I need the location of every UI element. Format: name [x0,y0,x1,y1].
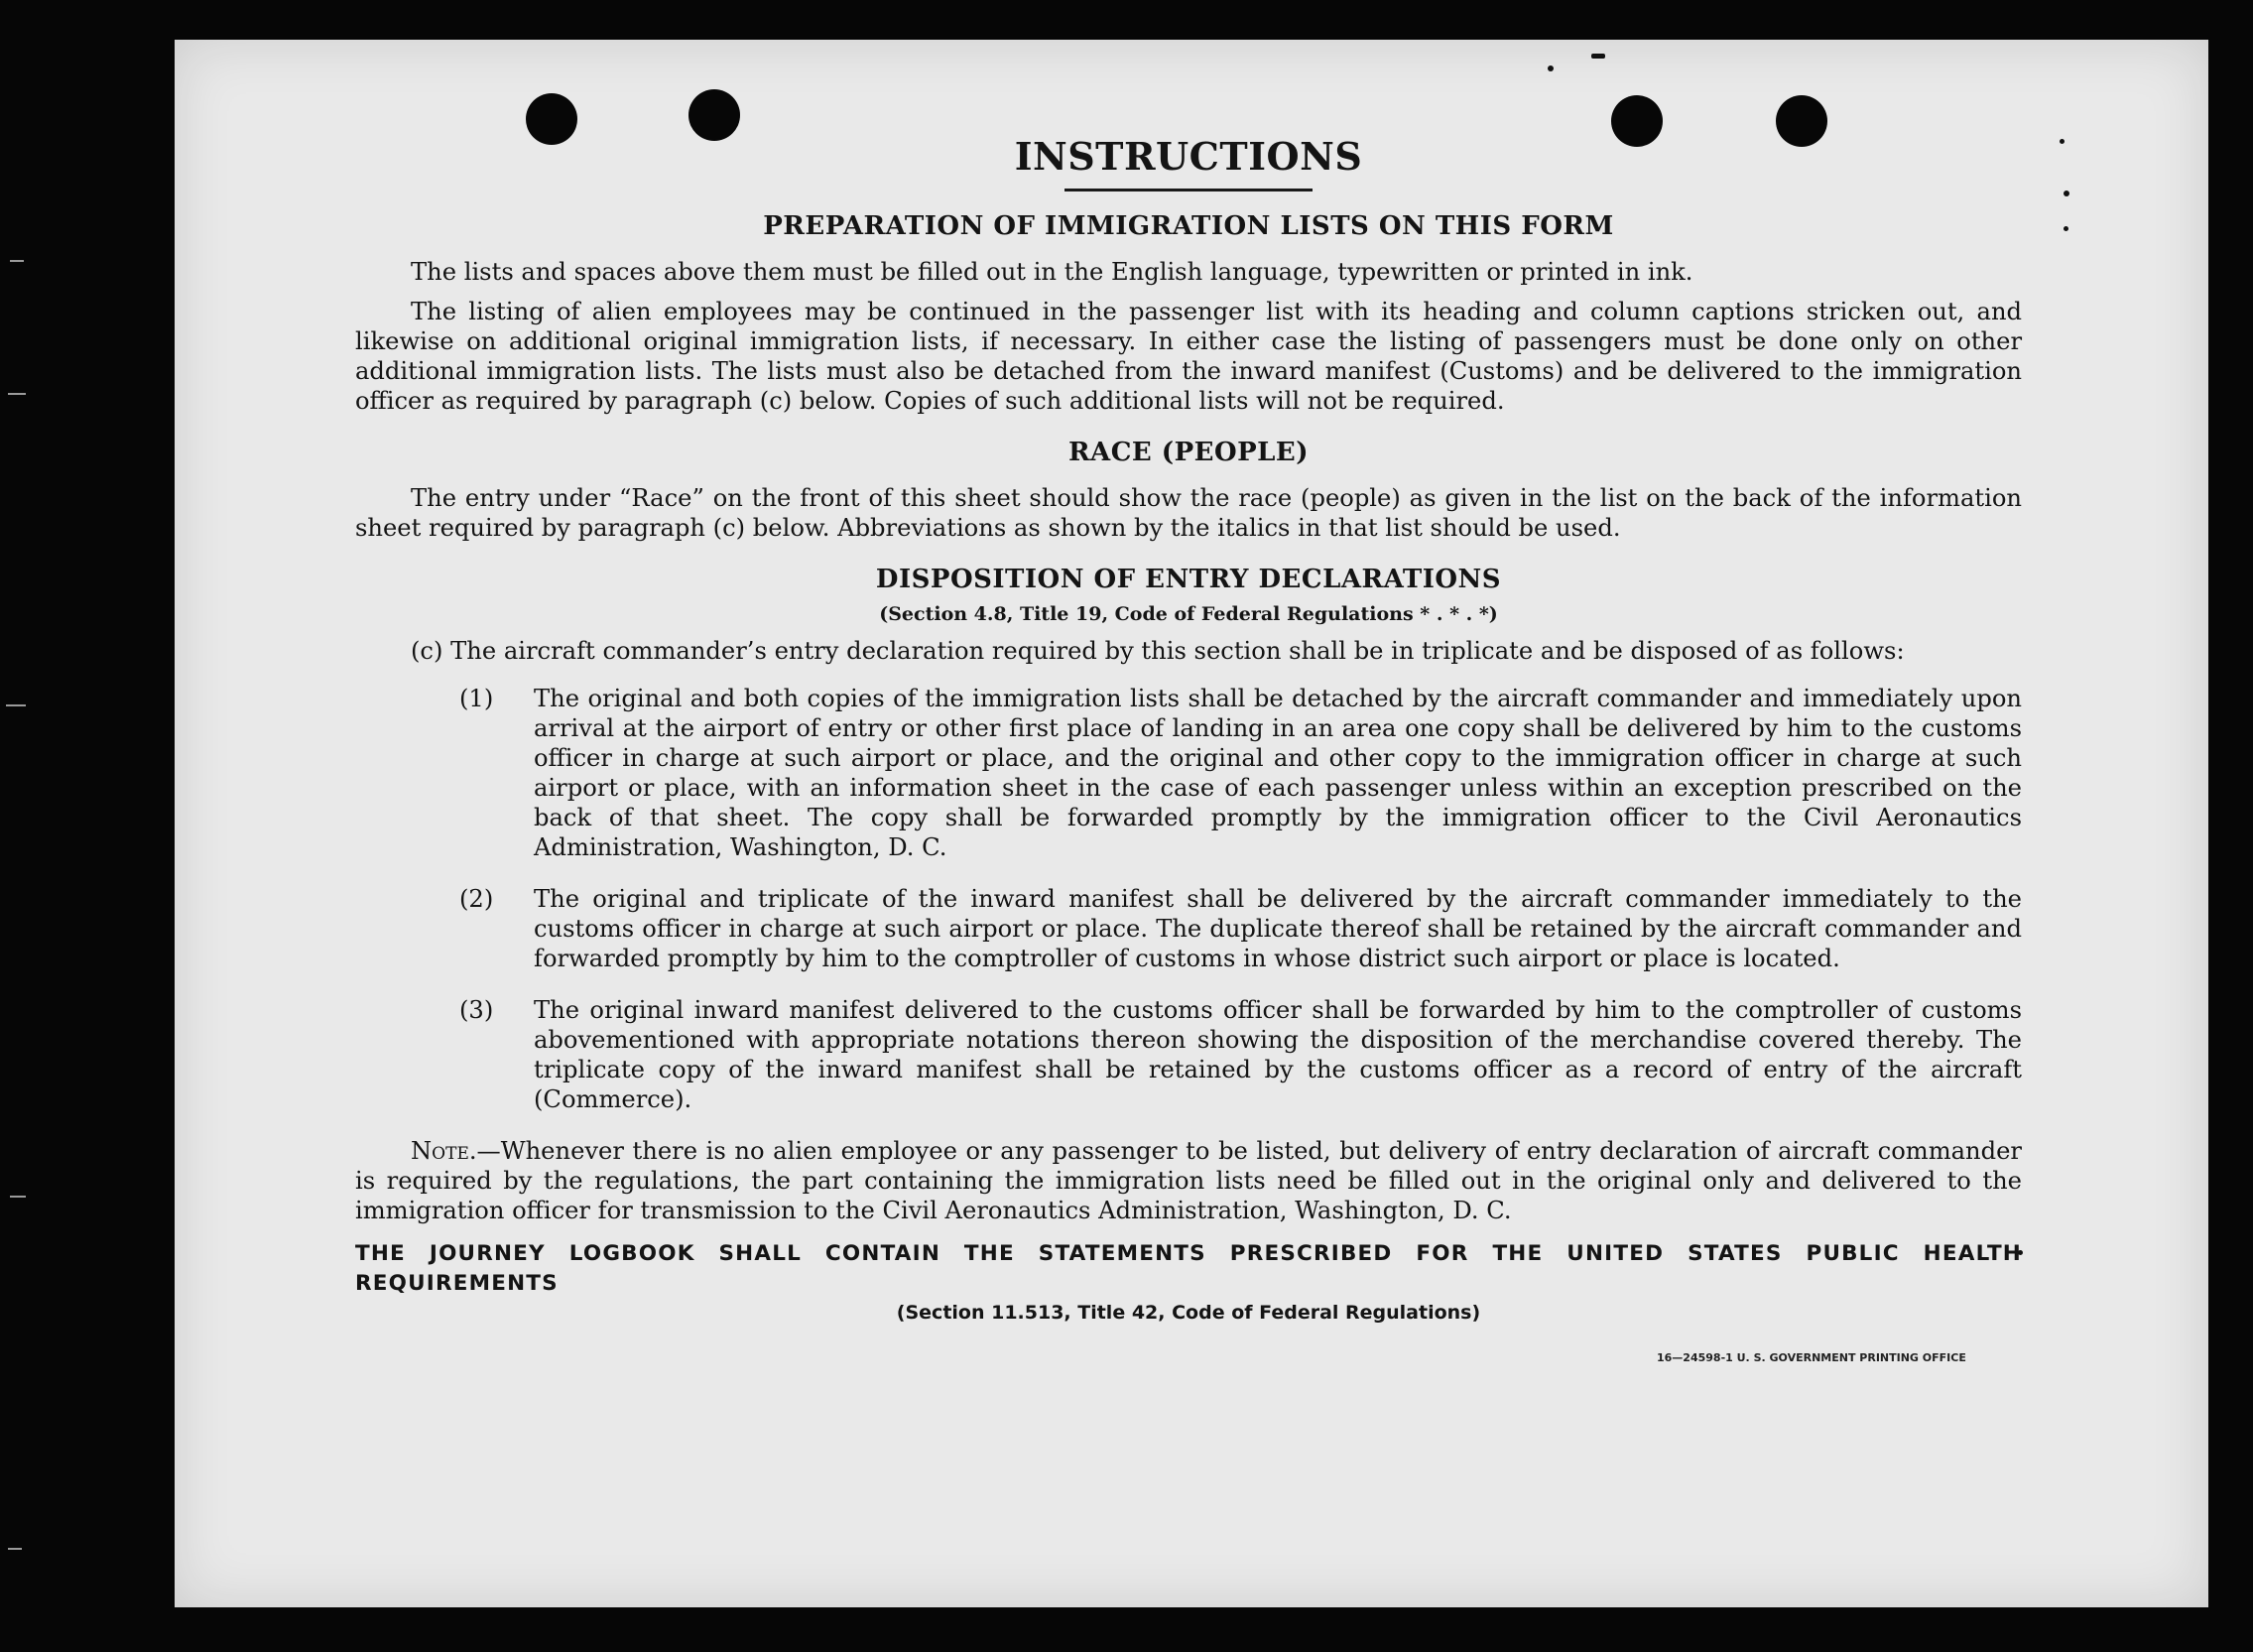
list-item-text: The original inward manifest delivered to the customs officer shall be forwarded by him to the comptroller of customs abovementioned with appropriate notations thereon showing the disposition of the merchandise covered thereby. The triplicate copy of the inward manifest shall be retained by the customs officer as a record of entry of the aircraft (Commerce). [534,996,2022,1113]
list-item-number: (1) [459,685,494,712]
edge-mark [8,393,26,395]
note-lead: Note. [411,1137,477,1165]
edge-mark [10,260,24,262]
clause-label: (c) [411,637,443,665]
section-heading-disposition: DISPOSITION OF ENTRY DECLARATIONS [875,565,1502,594]
speck [1548,65,1554,71]
printer-mark: 16—24598-1 U. S. GOVERNMENT PRINTING OFFICE [1657,1351,1966,1364]
section-heading-race: RACE (PEOPLE) [1067,438,1310,467]
note-text: —Whenever there is no alien employee or any passenger to be listed, but delivery of entry declaration of aircraft commander is required by the regulations, the part containing the immigration lists need be filled out in the original only and delivered to the immigration officer for transmission to the Civil Aeronautics Administration, Washington, D. C. [355,1137,2022,1224]
speck [1591,54,1605,59]
list-item [355,684,2022,862]
list-item [355,884,2022,973]
list-item-number: (2) [459,885,494,913]
public-health-statement: THE JOURNEY LOGBOOK SHALL CONTAIN THE STATEMENTS PRESCRIBED FOR THE UNITED STATES PUBLIC HEALTH REQUIREMENTS [355,1241,2022,1296]
page-title: INSTRUCTIONS [1014,134,1363,179]
race-paragraph: The entry under “Race” on the front of this sheet should show the race (people) as given in the list on the back of the information sheet required by paragraph (c) below. Abbreviations as shown by the italics in that list should be used. [355,484,2022,542]
speck [2064,191,2069,196]
preparation-paragraph-1: The lists and spaces above them must be filled out in the English language, typewritten or printed in ink. [411,258,1693,286]
edge-mark [8,1548,22,1550]
edge-mark [10,1196,26,1198]
list-item-number: (3) [459,996,494,1024]
speck [2060,139,2065,144]
clause-text: The aircraft commander’s entry declaration required by this section shall be in triplicate and be disposed of as follows: [450,637,1905,665]
instructions-content [355,129,2022,1327]
public-health-citation: (Section 11.513, Title 42, Code of Federal Regulations) [896,1302,1481,1324]
list-item-text: The original and both copies of the immigration lists shall be detached by the aircraft commander and immediately upon arrival at the airport of entry or other first place of landing in an area one copy shall be delivered by him to the customs officer in charge at such airport or place, and the original and other copy to the immigration officer in charge at such airport or place, with an information sheet in the case of each passenger unless within an exception prescribed on the back of that sheet. The copy shall be forwarded promptly by the immigration officer to the Civil Aeronautics Administration, Washington, D. C. [534,685,2022,861]
note-paragraph [355,1136,2022,1225]
speck [2064,226,2068,231]
edge-mark [6,704,26,706]
section-heading-preparation: PREPARATION OF IMMIGRATION LISTS ON THIS FORM [763,211,1614,241]
list-item-text: The original and triplicate of the inward manifest shall be delivered by the aircraft commander immediately to the customs officer in charge at such airport or place. The duplicate thereof shall be retained by the aircraft commander and forwarded promptly by him to the comptroller of customs in whose district such airport or place is located. [534,885,2022,972]
preparation-paragraph-2: The listing of alien employees may be continued in the passenger list with its heading and column captions stricken out, and likewise on additional original immigration lists, if necessary. In either case the listing of passengers must be done only on other additional immigration lists. The lists must also be detached from the inward manifest (Customs) and be delivered to the immigration officer as required by paragraph (c) below. Copies of such additional lists will not be required. [355,298,2022,415]
title-underline [1064,189,1313,191]
disposition-citation: (Section 4.8, Title 19, Code of Federal Regulations * . * . *) [879,603,1498,625]
disposition-clause [355,636,2022,666]
list-item [355,995,2022,1114]
